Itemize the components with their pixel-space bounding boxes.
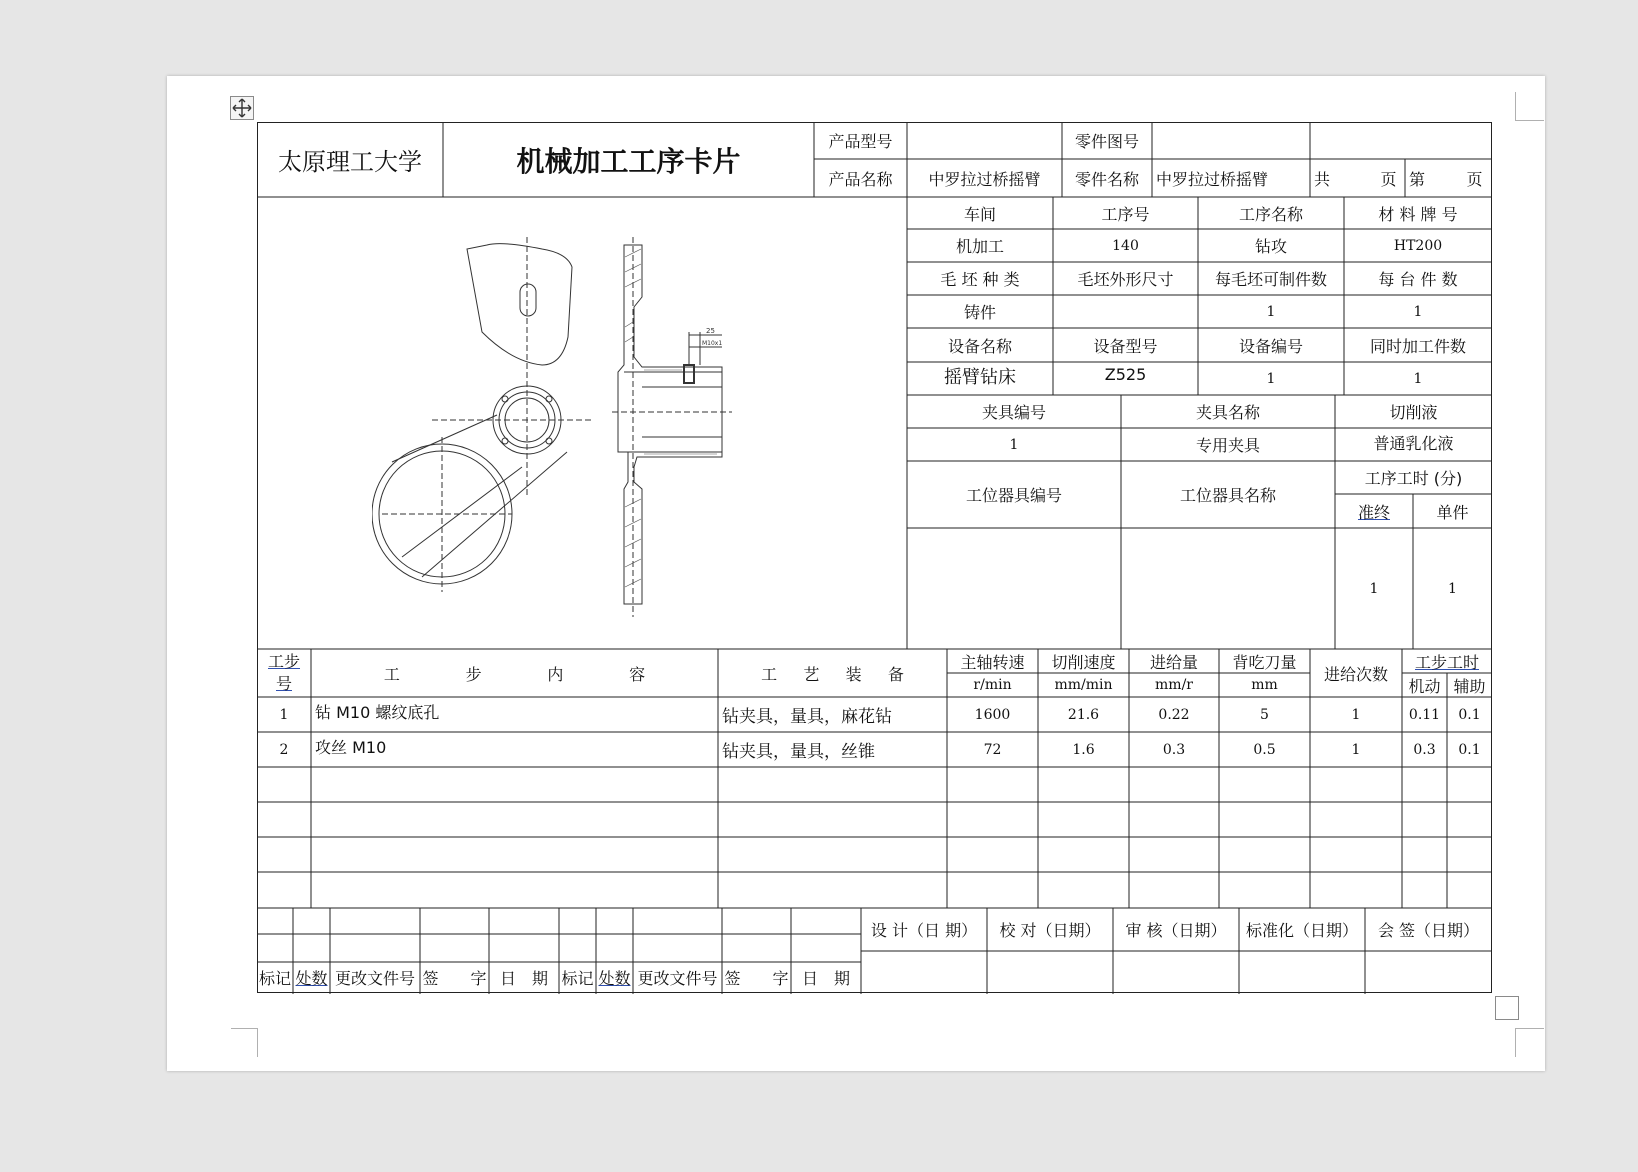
page-corner-mark bbox=[231, 1028, 258, 1057]
step-time-header: 工步工时 bbox=[1414, 652, 1479, 672]
page-corner-mark bbox=[1515, 1028, 1544, 1057]
parts-per-blank-label: 每毛坯可制件数 bbox=[1214, 270, 1327, 289]
table-move-handle-icon[interactable] bbox=[230, 96, 254, 120]
footer-date-label: 日 期 bbox=[499, 969, 548, 988]
content-header-char: 步 bbox=[465, 664, 482, 684]
machine-time-header: 机动 bbox=[1408, 676, 1441, 696]
step-depth[interactable]: 5 bbox=[1260, 706, 1269, 723]
dimension-label: 25 bbox=[706, 327, 715, 335]
step-spindle-speed[interactable]: 72 bbox=[983, 741, 1002, 758]
step-feed[interactable]: 0.3 bbox=[1162, 741, 1186, 758]
unit-value[interactable]: 1 bbox=[1448, 580, 1457, 597]
parts-per-blank-value[interactable]: 1 bbox=[1266, 303, 1276, 320]
footer-date-label: 日 期 bbox=[801, 969, 850, 988]
station-tool-name-label: 工位器具名称 bbox=[1179, 486, 1276, 505]
footer-countersign-label: 会 签（日期） bbox=[1377, 921, 1480, 940]
fixture-name-value[interactable]: 专用夹具 bbox=[1195, 436, 1260, 455]
content-header-char: 容 bbox=[629, 664, 646, 684]
part-drawing-no-label: 零件图号 bbox=[1074, 132, 1139, 151]
step-machine-time[interactable]: 0.3 bbox=[1413, 741, 1436, 758]
footer-count-label: 处数 bbox=[598, 969, 631, 988]
coolant-value[interactable]: 普通乳化液 bbox=[1373, 434, 1454, 453]
table-resize-handle[interactable] bbox=[1495, 996, 1519, 1020]
fixture-no-value[interactable]: 1 bbox=[1009, 436, 1019, 453]
parts-per-unit-value[interactable]: 1 bbox=[1413, 303, 1423, 320]
parts-per-unit-label: 每 台 件 数 bbox=[1378, 270, 1458, 289]
equip-name-label: 设备名称 bbox=[947, 336, 1012, 356]
footer-count-label-cell bbox=[293, 962, 330, 993]
op-name-value[interactable]: 钻攻 bbox=[1254, 237, 1287, 256]
footer-sign-label: 签 字 bbox=[724, 969, 789, 988]
page-no-unit: 页 bbox=[1466, 169, 1483, 189]
simul-parts-label: 同时加工件数 bbox=[1369, 336, 1466, 356]
prep-value[interactable]: 1 bbox=[1369, 580, 1379, 597]
op-name-label: 工序名称 bbox=[1238, 204, 1303, 224]
equip-no-label: 设备编号 bbox=[1238, 336, 1303, 356]
footer-change-doc-label: 更改文件号 bbox=[334, 969, 415, 988]
step-feed[interactable]: 0.22 bbox=[1158, 706, 1190, 723]
product-model-value[interactable] bbox=[907, 122, 1062, 159]
depth-header: 背吃刀量 bbox=[1232, 652, 1297, 672]
step-aux-time[interactable]: 0.1 bbox=[1458, 706, 1481, 723]
equip-name-value[interactable]: 摇臂钻床 bbox=[944, 367, 1016, 388]
step-equipment[interactable]: 钻夹具，量具，丝锥 bbox=[722, 742, 875, 762]
fixture-name-label: 夹具名称 bbox=[1195, 403, 1260, 422]
equipment-header-char: 备 bbox=[887, 664, 904, 684]
footer-sign-label: 签 字 bbox=[422, 969, 487, 988]
step-no-header bbox=[257, 649, 311, 697]
station-tool-no-label: 工位器具编号 bbox=[965, 486, 1062, 505]
aux-time-header: 辅助 bbox=[1453, 676, 1486, 696]
unit-label: 单件 bbox=[1436, 502, 1469, 522]
simul-parts-value[interactable]: 1 bbox=[1413, 370, 1423, 387]
op-no-value[interactable]: 140 bbox=[1112, 237, 1139, 254]
cutting-speed-unit: mm/min bbox=[1054, 677, 1113, 693]
dimension-label: M10x1 bbox=[702, 340, 723, 347]
step-no: 2 bbox=[279, 741, 289, 758]
op-no-label: 工序号 bbox=[1101, 204, 1150, 224]
content-header-char: 内 bbox=[547, 664, 564, 684]
footer-mark-label: 标记 bbox=[561, 969, 594, 988]
prep-label-cell bbox=[1335, 494, 1413, 528]
equip-model-label: 设备型号 bbox=[1093, 336, 1158, 356]
blank-type-label: 毛 坯 种 类 bbox=[940, 270, 1020, 289]
step-machine-time[interactable]: 0.11 bbox=[1408, 706, 1441, 723]
cutting-speed-header: 切削速度 bbox=[1051, 652, 1116, 672]
footer-review-label: 审 核（日期） bbox=[1125, 921, 1227, 940]
card-title: 机械加工工序卡片 bbox=[516, 144, 741, 178]
step-content[interactable]: 攻丝 M10 bbox=[315, 738, 387, 757]
university-name: 太原理工大学 bbox=[278, 148, 422, 176]
step-passes[interactable]: 1 bbox=[1351, 706, 1361, 723]
footer-standardize-label: 标准化（日期） bbox=[1245, 921, 1358, 940]
workshop-label: 车间 bbox=[963, 204, 996, 224]
part-drawing-no-value[interactable] bbox=[1152, 122, 1310, 159]
op-time-label: 工序工时 (分) bbox=[1364, 469, 1463, 488]
feed-unit: mm/r bbox=[1155, 677, 1193, 693]
footer-count-label-cell bbox=[596, 962, 633, 993]
step-time-header-cell bbox=[1402, 649, 1492, 673]
process-card-table bbox=[257, 122, 1492, 994]
passes-header: 进给次数 bbox=[1323, 664, 1388, 684]
blank-size-label: 毛坯外形尺寸 bbox=[1077, 270, 1174, 289]
material-label: 材 料 牌 号 bbox=[1378, 204, 1458, 224]
footer-proofread-label: 校 对（日期） bbox=[999, 921, 1101, 940]
equipment-header-char: 艺 bbox=[803, 664, 820, 684]
footer-design-label: 设 计（日 期） bbox=[870, 921, 978, 940]
step-depth[interactable]: 0.5 bbox=[1253, 741, 1276, 758]
spindle-speed-unit: r/min bbox=[973, 677, 1012, 693]
step-aux-time[interactable]: 0.1 bbox=[1458, 741, 1481, 758]
prep-label: 准终 bbox=[1357, 502, 1390, 522]
step-equipment[interactable]: 钻夹具，量具，麻花钻 bbox=[722, 707, 892, 727]
blank-type-value[interactable]: 铸件 bbox=[963, 303, 996, 322]
step-cutting-speed[interactable]: 21.6 bbox=[1067, 706, 1100, 723]
step-no-header-text: 工步号 bbox=[267, 652, 300, 693]
part-drawing bbox=[372, 237, 772, 637]
step-spindle-speed[interactable]: 1600 bbox=[974, 706, 1011, 723]
step-cutting-speed[interactable]: 1.6 bbox=[1072, 741, 1095, 758]
step-content[interactable]: 钻 M10 螺纹底孔 bbox=[315, 703, 440, 722]
equip-no-value[interactable]: 1 bbox=[1266, 370, 1276, 387]
step-passes[interactable]: 1 bbox=[1351, 741, 1361, 758]
equipment-header-char: 装 bbox=[845, 664, 862, 684]
footer-change-doc-label: 更改文件号 bbox=[637, 969, 718, 988]
material-value[interactable]: HT200 bbox=[1393, 237, 1443, 254]
page-no-label: 第 bbox=[1409, 169, 1426, 189]
total-pages-unit: 页 bbox=[1380, 169, 1397, 189]
total-pages-label: 共 bbox=[1314, 169, 1331, 189]
blank-size-value[interactable] bbox=[1053, 295, 1198, 328]
footer-count-label: 处数 bbox=[295, 969, 328, 988]
content-header bbox=[311, 649, 718, 697]
equip-model-value[interactable]: Z525 bbox=[1104, 365, 1147, 384]
depth-unit: mm bbox=[1251, 677, 1278, 693]
feed-header: 进给量 bbox=[1149, 652, 1198, 672]
part-name-label: 零件名称 bbox=[1074, 169, 1139, 189]
fixture-no-label: 夹具编号 bbox=[981, 403, 1046, 422]
workshop-value[interactable]: 机加工 bbox=[955, 237, 1004, 256]
equipment-header bbox=[718, 649, 947, 697]
part-name-value[interactable]: 中罗拉过桥摇臂 bbox=[1156, 169, 1269, 189]
content-header-char: 工 bbox=[383, 664, 400, 684]
equipment-header-char: 工 bbox=[761, 664, 778, 684]
coolant-label: 切削液 bbox=[1389, 403, 1438, 422]
product-name-value[interactable]: 中罗拉过桥摇臂 bbox=[928, 169, 1041, 189]
product-model-label: 产品型号 bbox=[828, 132, 893, 151]
product-name-label: 产品名称 bbox=[828, 169, 893, 189]
footer-mark-label: 标记 bbox=[258, 969, 291, 988]
spindle-speed-header: 主轴转速 bbox=[960, 652, 1025, 672]
step-no: 1 bbox=[279, 706, 289, 723]
page-corner-mark bbox=[1515, 92, 1544, 121]
